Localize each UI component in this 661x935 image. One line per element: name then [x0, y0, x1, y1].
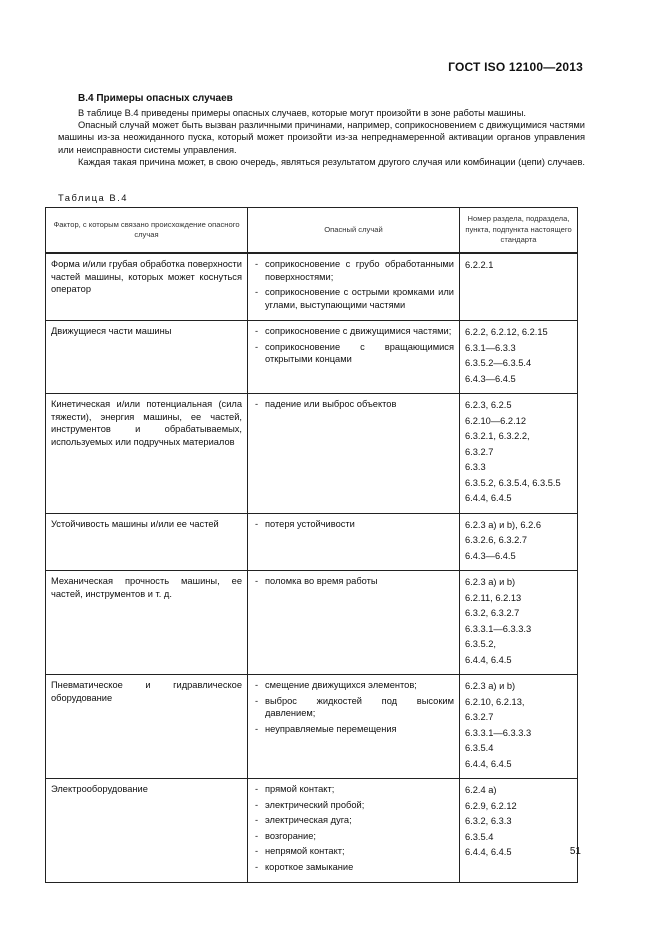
hazard-cell: [248, 321, 460, 394]
reference-line: 6.3.1—6.3.3: [465, 342, 516, 353]
header-factor: Фактор, с которым связано происхождение опасного случая: [46, 208, 248, 254]
hazard-list: [253, 783, 454, 873]
table-row: [46, 571, 578, 675]
hazard-item: - выброс жидкостей под высоким давлением;: [253, 695, 454, 720]
reference-line: 6.2.10—6.2.12: [465, 415, 526, 426]
hazard-item: - соприкосновение с грубо обработанными поверхностями;: [253, 258, 454, 283]
table-caption: Таблица B.4: [58, 192, 128, 203]
hazard-item: - прямой контакт;: [253, 783, 454, 796]
hazard-item: - электрический пробой;: [253, 799, 454, 812]
hazard-list: [253, 518, 454, 531]
hazard-list: [253, 398, 454, 411]
hazard-list: [253, 575, 454, 588]
reference-line: 6.3.5.4: [465, 743, 494, 753]
hazard-item: - смещение движущихся элементов;: [253, 679, 454, 692]
reference-line: 6.2.2.1: [465, 260, 494, 270]
paragraph: Каждая такая причина может, в свою очередь, являться результатом другого случая или комбинации (цепи) случаев.: [78, 156, 585, 167]
reference-line: 6.3.3: [465, 462, 486, 472]
factor-cell: Механическая прочность машины, ее частей, инструментов и т. д.: [46, 571, 248, 675]
reference-line: 6.3.5.2,: [465, 639, 497, 649]
reference-cell: [460, 513, 578, 571]
header-reference: Номер раздела, подраздела, пункта, подпункта настоящего стандарта: [460, 208, 578, 254]
factor-cell: Устойчивость машины и/или ее частей: [46, 513, 248, 571]
reference-cell: [460, 779, 578, 883]
hazard-cell: [248, 253, 460, 321]
reference-line: 6.2.11, 6.2.13: [465, 592, 522, 603]
reference-line: 6.4.4, 6.4.5: [465, 654, 512, 665]
page-number: 51: [569, 846, 581, 857]
reference-line: 6.2.3 а) и b), 6.2.6: [465, 519, 541, 530]
hazard-item: - падение или выброс объектов: [253, 398, 454, 411]
hazard-item: - поломка во время работы: [253, 575, 454, 588]
table-body: [46, 253, 578, 883]
document-code: ГОСТ ISO 12100—2013: [448, 60, 583, 74]
reference-line: 6.2.3 а) и b): [465, 681, 516, 691]
hazard-cell: [248, 779, 460, 883]
hazard-item: - соприкосновение с движущимися частями;: [253, 325, 454, 338]
hazard-list: [253, 679, 454, 735]
section-title: B.4 Примеры опасных случаев: [78, 93, 233, 104]
reference-cell: [460, 253, 578, 321]
hazard-cell: [248, 394, 460, 514]
paragraph: В таблице B.4 приведены примеры опасных случаев, которые могут произойти в зоне работы машины.: [78, 108, 526, 118]
factor-cell: Форма и/или грубая обработка поверхности частей машины, которых может коснуться оператор: [46, 253, 248, 321]
reference-line: 6.3.5.2—6.3.5.4: [465, 358, 532, 368]
reference-cell: [460, 571, 578, 675]
table-row: [46, 779, 578, 883]
hazard-cell: [248, 571, 460, 675]
reference-line: 6.3.5.4: [465, 831, 494, 842]
reference-line: 6.3.3.1—6.3.3.3: [465, 727, 532, 738]
hazard-cell: [248, 675, 460, 779]
reference-line: 6.4.3—6.4.5: [465, 550, 516, 561]
reference-line: 6.3.2.7: [465, 712, 494, 722]
reference-cell: [460, 675, 578, 779]
hazard-list: [253, 258, 454, 311]
table-row: [46, 513, 578, 571]
reference-line: 6.2.3, 6.2.5: [465, 400, 512, 410]
hazard-item: - возгорание;: [253, 830, 454, 843]
reference-line: 6.2.10, 6.2.13,: [465, 696, 525, 707]
factor-cell: Движущиеся части машины: [46, 321, 248, 394]
reference-line: 6.4.4, 6.4.5: [465, 493, 512, 503]
reference-line: 6.2.9, 6.2.12: [465, 800, 517, 811]
table-row: [46, 253, 578, 321]
table-row: [46, 321, 578, 394]
hazard-cell: [248, 513, 460, 571]
reference-line: 6.2.3 а) и b): [465, 577, 516, 587]
hazard-item: - соприкосновение с вращающимися открытыми концами: [253, 341, 454, 366]
table-row: [46, 394, 578, 514]
section-body: [58, 107, 585, 168]
reference-line: 6.4.4, 6.4.5: [465, 847, 512, 857]
reference-cell: [460, 321, 578, 394]
reference-line: 6.3.2, 6.3.2.7: [465, 608, 520, 618]
hazard-item: - потеря устойчивости: [253, 518, 454, 531]
reference-line: 6.3.3.1—6.3.3.3: [465, 623, 532, 634]
hazard-list: [253, 325, 454, 366]
factor-cell: Кинетическая и/или потенциальная (сила тяжести), энергия машины, ее частей, инструментов и обрабатываемых, используемых или подручных материалов: [46, 394, 248, 514]
reference-line: 6.3.2.1, 6.3.2.2,: [465, 431, 530, 441]
reference-cell: [460, 394, 578, 514]
reference-line: 6.3.2.6, 6.3.2.7: [465, 535, 528, 545]
reference-line: 6.2.2, 6.2.12, 6.2.15: [465, 327, 548, 337]
hazard-item: - электрическая дуга;: [253, 814, 454, 827]
hazard-item: - неуправляемые перемещения: [253, 723, 454, 736]
reference-line: 6.4.4, 6.4.5: [465, 758, 512, 769]
reference-line: 6.3.2.7: [465, 446, 494, 457]
paragraph: Опасный случай может быть вызван различными причинами, например, соприкосновением с движущимися частями машины из-за неожиданного пуска, который может произойти из-за непреднамеренной активации органов управления или неисправности системы управления.: [58, 120, 585, 155]
header-hazard: Опасный случай: [248, 208, 460, 254]
factor-cell: Электрооборудование: [46, 779, 248, 883]
reference-line: 6.2.4 а): [465, 785, 497, 795]
hazards-table: [45, 207, 578, 883]
reference-line: 6.3.2, 6.3.3: [465, 816, 512, 826]
reference-line: 6.4.3—6.4.5: [465, 373, 516, 384]
table-row: [46, 675, 578, 779]
hazard-item: - непрямой контакт;: [253, 845, 454, 858]
table-header-row: [46, 208, 578, 254]
factor-cell: Пневматическое и гидравлическое оборудование: [46, 675, 248, 779]
hazard-item: - короткое замыкание: [253, 861, 454, 874]
hazard-item: - соприкосновение с острыми кромками или углами, выступающими частями: [253, 286, 454, 311]
reference-line: 6.3.5.2, 6.3.5.4, 6.3.5.5: [465, 477, 561, 488]
